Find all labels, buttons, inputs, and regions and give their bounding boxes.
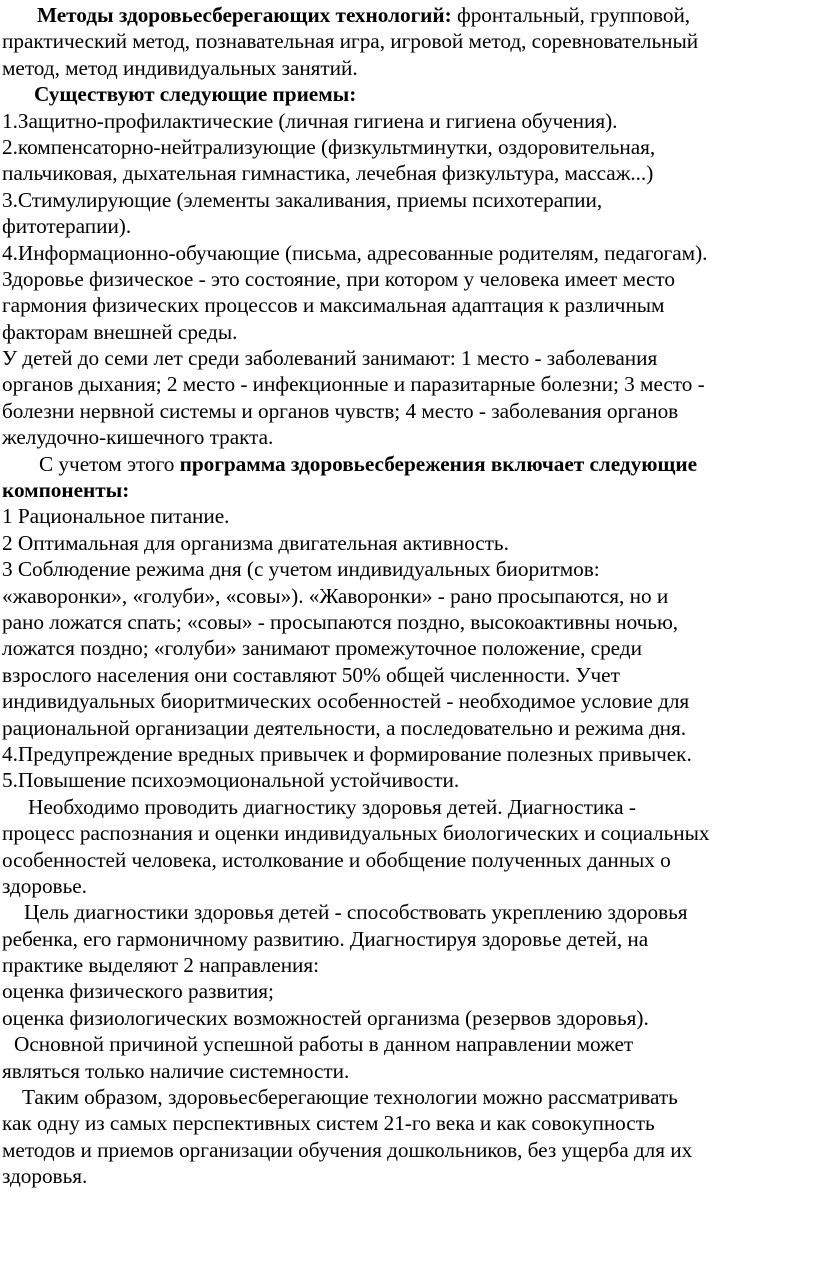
- diseases-line-4: желудочно-кишечного тракта.: [2, 425, 274, 450]
- methods-heading: Методы здоровьесберегающих технологий:: [37, 3, 452, 27]
- program-item-3-cont-6: рациональной организации деятельности, а последовательно и режима дня.: [2, 715, 687, 740]
- goal-direction-2: оценка физиологических возможностей организма (резервов здоровья).: [2, 1005, 649, 1030]
- program-item-3-cont-4: взрослого населения они составляют 50% общей численности. Учет: [2, 662, 620, 687]
- reason-line-1: Основной причиной успешной работы в данном направлении может: [14, 1032, 634, 1057]
- diseases-line-1: У детей до семи лет среди заболеваний занимают: 1 место - заболевания: [2, 346, 658, 371]
- conclusion-line-2: как одну из самых перспективных систем 21-го века и как совокупность: [2, 1111, 655, 1136]
- conclusion-line-4: здоровья.: [2, 1164, 88, 1189]
- diagnostics-line-4: здоровье.: [2, 873, 87, 898]
- goal-line-1: Цель диагностики здоровья детей - способствовать укреплению здоровья: [24, 900, 688, 925]
- program-item-3: 3 Соблюдение режима дня (с учетом индивидуальных биоритмов:: [2, 557, 600, 582]
- program-heading: программа здоровьесбережения включает следующие: [179, 451, 697, 476]
- goal-direction-1: оценка физического развития;: [2, 979, 274, 1004]
- conclusion-line-3: методов и приемов организации обучения дошкольников, без ущерба для их: [2, 1137, 693, 1162]
- diagnostics-line-2: процесс распознания и оценки индивидуальных биологических и социальных: [2, 821, 710, 846]
- program-item-1: 1 Рациональное питание.: [2, 504, 230, 529]
- program-intro: С учетом этого: [39, 451, 180, 476]
- diseases-line-3: болезни нервной системы и органов чувств; 4 место - заболевания органов: [2, 398, 679, 423]
- goal-line-2: ребенка, его гармоничному развитию. Диагностируя здоровье детей, на: [2, 926, 649, 951]
- methods-line-2: практический метод, познавательная игра, игровой метод, соревновательный: [2, 29, 699, 54]
- methods-line-3: метод, метод индивидуальных занятий.: [2, 55, 358, 80]
- reason-line-2: являться только наличие системности.: [2, 1058, 350, 1083]
- goal-line-3: практике выделяют 2 направления:: [2, 953, 320, 978]
- program-item-2: 2 Оптимальная для организма двигательная активность.: [2, 530, 509, 555]
- techniques-heading: Существуют следующие приемы:: [34, 82, 357, 107]
- health-line-2: гармония физических процессов и максимальная адаптация к различным: [2, 293, 665, 318]
- methods-text-1: фронтальный, групповой,: [451, 3, 691, 27]
- technique-line-4: 3.Стимулирующие (элементы закаливания, приемы психотерапии,: [2, 187, 603, 212]
- technique-line-1: 1.Защитно-профилактические (личная гигиена и гигиена обучения).: [2, 108, 618, 133]
- program-item-3-cont-2: рано ложатся спать; «совы» - просыпаются поздно, высокоактивны ночью,: [2, 609, 679, 634]
- conclusion-line-1: Таким образом, здоровьесберегающие технологии можно рассматривать: [22, 1085, 678, 1110]
- program-item-3-cont-1: «жаворонки», «голуби», «совы»). «Жаворонки» - рано просыпаются, но и: [2, 583, 669, 608]
- diseases-line-2: органов дыхания; 2 место - инфекционные и паразитарные болезни; 3 место -: [2, 372, 705, 397]
- program-line-1: [2, 451, 812, 477]
- program-item-4: 4.Предупреждение вредных привычек и формирование полезных привычек.: [2, 741, 692, 766]
- technique-line-3: пальчиковая, дыхательная гимнастика, лечебная физкультура, массаж...): [2, 161, 654, 186]
- technique-line-2: 2.компенсаторно-нейтрализующие (физкультминутки, оздоровительная,: [2, 134, 656, 159]
- health-line-3: факторам внешней среды.: [2, 319, 238, 344]
- diagnostics-line-3: особенностей человека, истолкование и обобщение полученных данных о: [2, 847, 671, 872]
- program-item-5: 5.Повышение психоэмоциональной устойчивости.: [2, 768, 460, 793]
- health-line-1: Здоровье физическое - это состояние, при котором у человека имеет место: [2, 266, 675, 291]
- diagnostics-line-1: Необходимо проводить диагностику здоровья детей. Диагностика -: [28, 794, 636, 819]
- program-item-3-cont-3: ложатся поздно; «голуби» занимают промежуточное положение, среди: [2, 636, 642, 661]
- program-heading-line-2: компоненты:: [2, 478, 130, 503]
- technique-line-6: 4.Информационно-обучающие (письма, адресованные родителям, педагогам).: [2, 240, 708, 265]
- methods-line-1: [2, 2, 812, 28]
- technique-line-5: фитотерапии).: [2, 214, 132, 239]
- program-item-3-cont-5: индивидуальных биоритмических особенностей - необходимое условие для: [2, 689, 690, 714]
